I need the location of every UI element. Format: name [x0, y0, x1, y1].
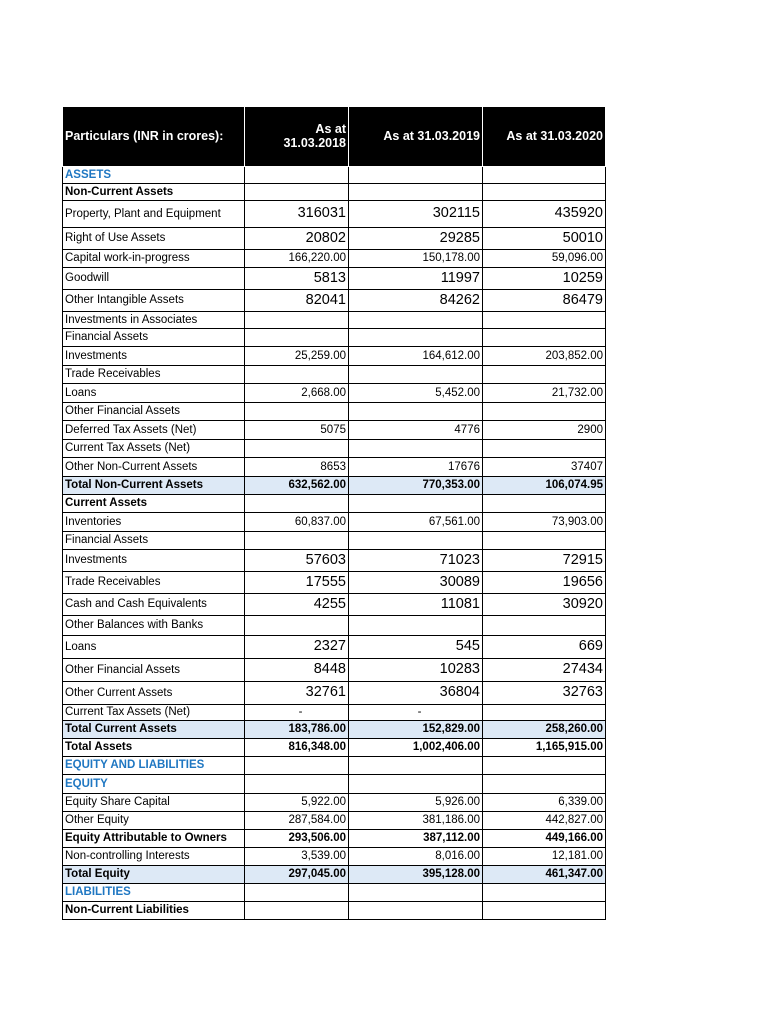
- value-2018: [245, 902, 349, 920]
- table-row: [63, 866, 606, 884]
- value-2018: 183,786.00: [245, 721, 349, 739]
- row-label: Total Non-Current Assets: [63, 477, 245, 495]
- row-label: Non-Current Assets: [63, 184, 245, 201]
- row-label: Deferred Tax Assets (Net): [63, 421, 245, 440]
- table-row: [63, 403, 606, 421]
- value-2019: 164,612.00: [349, 347, 483, 366]
- value-2020: [483, 329, 606, 347]
- row-label: Trade Receivables: [63, 366, 245, 384]
- table-row: [63, 250, 606, 268]
- value-2020: 669: [483, 636, 606, 659]
- value-2018: 3,539.00: [245, 848, 349, 866]
- value-2019: 5,926.00: [349, 794, 483, 812]
- value-2018: 32761: [245, 682, 349, 705]
- row-label: Investments: [63, 347, 245, 366]
- row-label: Total Assets: [63, 739, 245, 757]
- table-row: [63, 705, 606, 721]
- row-label: Cash and Cash Equivalents: [63, 594, 245, 616]
- value-2018: [245, 495, 349, 513]
- value-2018: 25,259.00: [245, 347, 349, 366]
- value-2019: 67,561.00: [349, 513, 483, 532]
- value-2018: 4255: [245, 594, 349, 616]
- value-2019: [349, 329, 483, 347]
- table-row: [63, 794, 606, 812]
- row-label: ASSETS: [63, 167, 245, 184]
- value-2018: 8653: [245, 458, 349, 477]
- table-row: [63, 594, 606, 616]
- value-2018: [245, 757, 349, 775]
- value-2020: [483, 403, 606, 421]
- value-2020: [483, 532, 606, 550]
- value-2019: 11997: [349, 268, 483, 290]
- row-label: Other Equity: [63, 812, 245, 830]
- value-2019: [349, 532, 483, 550]
- table-row: [63, 812, 606, 830]
- value-2020: [483, 705, 606, 721]
- value-2020: [483, 167, 606, 184]
- value-2019: [349, 403, 483, 421]
- table-row: [63, 228, 606, 250]
- table-row: [63, 884, 606, 902]
- row-label: Other Financial Assets: [63, 659, 245, 682]
- value-2018: 5,922.00: [245, 794, 349, 812]
- value-2018: [245, 167, 349, 184]
- value-2020: [483, 366, 606, 384]
- value-2018: [245, 775, 349, 794]
- value-2020: [483, 616, 606, 636]
- value-2018: [245, 312, 349, 329]
- row-label: LIABILITIES: [63, 884, 245, 902]
- value-2019: -: [349, 705, 483, 721]
- value-2018: 316031: [245, 201, 349, 228]
- row-label: Total Equity: [63, 866, 245, 884]
- table-row: [63, 495, 606, 513]
- value-2018: 293,506.00: [245, 830, 349, 848]
- value-2020: 461,347.00: [483, 866, 606, 884]
- value-2020: 21,732.00: [483, 384, 606, 403]
- row-label: Non-controlling Interests: [63, 848, 245, 866]
- value-2018: -: [245, 705, 349, 721]
- row-label: Capital work-in-progress: [63, 250, 245, 268]
- value-2020: 50010: [483, 228, 606, 250]
- value-2020: [483, 884, 606, 902]
- row-label: Current Tax Assets (Net): [63, 705, 245, 721]
- value-2019: 71023: [349, 550, 483, 572]
- row-label: Non-Current Liabilities: [63, 902, 245, 920]
- table-row: [63, 477, 606, 495]
- header-row: [63, 107, 606, 167]
- value-2020: 2900: [483, 421, 606, 440]
- value-2020: 1,165,915.00: [483, 739, 606, 757]
- table-row: [63, 739, 606, 757]
- row-label: Other Non-Current Assets: [63, 458, 245, 477]
- value-2020: [483, 902, 606, 920]
- value-2019: 545: [349, 636, 483, 659]
- value-2018: 57603: [245, 550, 349, 572]
- value-2018: 632,562.00: [245, 477, 349, 495]
- row-label: Financial Assets: [63, 329, 245, 347]
- row-label: Equity Attributable to Owners: [63, 830, 245, 848]
- value-2018: 5813: [245, 268, 349, 290]
- row-label: Inventories: [63, 513, 245, 532]
- value-2018: [245, 403, 349, 421]
- value-2019: [349, 884, 483, 902]
- value-2019: 770,353.00: [349, 477, 483, 495]
- table-row: [63, 167, 606, 184]
- row-label: EQUITY: [63, 775, 245, 794]
- row-label: Loans: [63, 636, 245, 659]
- value-2020: [483, 440, 606, 458]
- table-row: [63, 775, 606, 794]
- header-2020: As at 31.03.2020: [483, 107, 606, 167]
- value-2018: 287,584.00: [245, 812, 349, 830]
- table-row: [63, 268, 606, 290]
- table-row: [63, 659, 606, 682]
- row-label: Current Assets: [63, 495, 245, 513]
- table-row: [63, 347, 606, 366]
- value-2019: 30089: [349, 572, 483, 594]
- row-label: Loans: [63, 384, 245, 403]
- table-row: [63, 848, 606, 866]
- table-row: [63, 312, 606, 329]
- value-2018: 60,837.00: [245, 513, 349, 532]
- row-label: Other Balances with Banks: [63, 616, 245, 636]
- value-2018: [245, 532, 349, 550]
- value-2018: 816,348.00: [245, 739, 349, 757]
- row-label: Goodwill: [63, 268, 245, 290]
- row-label: Equity Share Capital: [63, 794, 245, 812]
- value-2019: 17676: [349, 458, 483, 477]
- value-2018: 2,668.00: [245, 384, 349, 403]
- value-2020: [483, 757, 606, 775]
- table-row: [63, 201, 606, 228]
- value-2018: [245, 616, 349, 636]
- value-2020: 435920: [483, 201, 606, 228]
- row-label: EQUITY AND LIABILITIES: [63, 757, 245, 775]
- table-row: [63, 721, 606, 739]
- value-2019: [349, 902, 483, 920]
- table-row: [63, 384, 606, 403]
- row-label: Other Financial Assets: [63, 403, 245, 421]
- header-2019: As at 31.03.2019: [349, 107, 483, 167]
- value-2020: 73,903.00: [483, 513, 606, 532]
- table-row: [63, 532, 606, 550]
- value-2019: 8,016.00: [349, 848, 483, 866]
- row-label: Financial Assets: [63, 532, 245, 550]
- table-row: [63, 757, 606, 775]
- value-2019: [349, 184, 483, 201]
- value-2018: [245, 329, 349, 347]
- value-2020: 449,166.00: [483, 830, 606, 848]
- header-2018-text: As at 31.03.2018: [283, 122, 346, 150]
- table-row: [63, 830, 606, 848]
- value-2020: [483, 775, 606, 794]
- value-2019: [349, 775, 483, 794]
- value-2020: 12,181.00: [483, 848, 606, 866]
- row-label: Investments in Associates: [63, 312, 245, 329]
- table-row: [63, 550, 606, 572]
- value-2019: 29285: [349, 228, 483, 250]
- value-2019: 381,186.00: [349, 812, 483, 830]
- row-label: Right of Use Assets: [63, 228, 245, 250]
- value-2019: 1,002,406.00: [349, 739, 483, 757]
- value-2020: 37407: [483, 458, 606, 477]
- table-row: [63, 513, 606, 532]
- value-2019: 11081: [349, 594, 483, 616]
- value-2019: 387,112.00: [349, 830, 483, 848]
- value-2020: 27434: [483, 659, 606, 682]
- table-row: [63, 290, 606, 312]
- value-2020: [483, 312, 606, 329]
- table-row: [63, 616, 606, 636]
- row-label: Investments: [63, 550, 245, 572]
- table-row: [63, 329, 606, 347]
- table-row: [63, 366, 606, 384]
- table-row: [63, 458, 606, 477]
- table-body: [63, 167, 606, 920]
- value-2020: 106,074.95: [483, 477, 606, 495]
- table-row: [63, 184, 606, 201]
- value-2018: [245, 440, 349, 458]
- value-2019: [349, 312, 483, 329]
- value-2018: 2327: [245, 636, 349, 659]
- row-label: Total Current Assets: [63, 721, 245, 739]
- row-label: Other Current Assets: [63, 682, 245, 705]
- table-row: [63, 636, 606, 659]
- table-header: [63, 107, 606, 167]
- value-2020: 32763: [483, 682, 606, 705]
- value-2018: [245, 884, 349, 902]
- value-2019: 395,128.00: [349, 866, 483, 884]
- row-label: Other Intangible Assets: [63, 290, 245, 312]
- table-row: [63, 440, 606, 458]
- value-2018: [245, 366, 349, 384]
- value-2020: 59,096.00: [483, 250, 606, 268]
- value-2018: 5075: [245, 421, 349, 440]
- value-2019: 302115: [349, 201, 483, 228]
- value-2019: [349, 757, 483, 775]
- row-label: Trade Receivables: [63, 572, 245, 594]
- table-row: [63, 421, 606, 440]
- value-2019: 84262: [349, 290, 483, 312]
- balance-sheet-table: [62, 106, 606, 920]
- value-2020: 6,339.00: [483, 794, 606, 812]
- header-particulars: Particulars (INR in crores):: [63, 107, 245, 167]
- value-2020: [483, 184, 606, 201]
- value-2019: [349, 440, 483, 458]
- table-row: [63, 682, 606, 705]
- table-row: [63, 902, 606, 920]
- value-2020: 72915: [483, 550, 606, 572]
- value-2018: 297,045.00: [245, 866, 349, 884]
- value-2019: 152,829.00: [349, 721, 483, 739]
- value-2020: 203,852.00: [483, 347, 606, 366]
- value-2019: [349, 167, 483, 184]
- value-2020: 10259: [483, 268, 606, 290]
- row-label: Property, Plant and Equipment: [63, 201, 245, 228]
- value-2020: 86479: [483, 290, 606, 312]
- value-2019: [349, 366, 483, 384]
- value-2019: 4776: [349, 421, 483, 440]
- value-2020: 19656: [483, 572, 606, 594]
- table-row: [63, 572, 606, 594]
- value-2020: 30920: [483, 594, 606, 616]
- value-2018: 8448: [245, 659, 349, 682]
- value-2019: [349, 616, 483, 636]
- value-2019: 36804: [349, 682, 483, 705]
- value-2019: 5,452.00: [349, 384, 483, 403]
- value-2018: 82041: [245, 290, 349, 312]
- value-2018: 166,220.00: [245, 250, 349, 268]
- value-2020: [483, 495, 606, 513]
- value-2018: [245, 184, 349, 201]
- value-2018: 17555: [245, 572, 349, 594]
- value-2019: 10283: [349, 659, 483, 682]
- row-label: Current Tax Assets (Net): [63, 440, 245, 458]
- header-2018: [245, 107, 349, 167]
- value-2019: 150,178.00: [349, 250, 483, 268]
- value-2020: 258,260.00: [483, 721, 606, 739]
- value-2018: 20802: [245, 228, 349, 250]
- value-2020: 442,827.00: [483, 812, 606, 830]
- value-2019: [349, 495, 483, 513]
